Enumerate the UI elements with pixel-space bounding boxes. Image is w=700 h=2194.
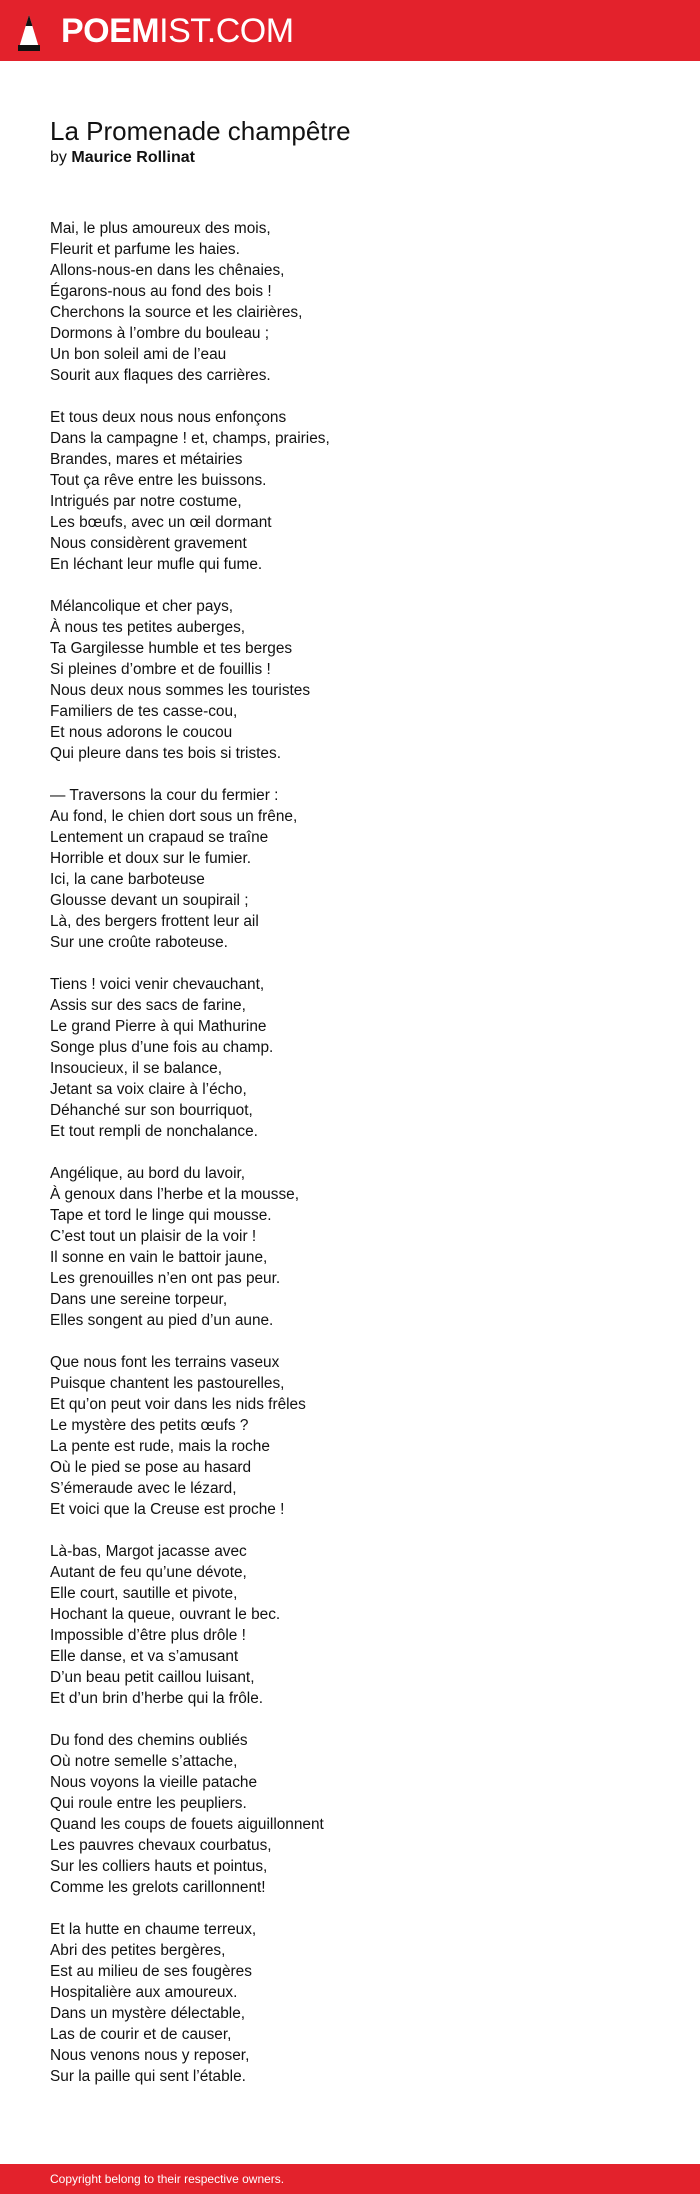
stanza	[50, 1919, 650, 2087]
poem-line: Où le pied se pose au hasard	[50, 1459, 252, 1476]
poem-line: Horrible et doux sur le fumier.	[50, 850, 252, 867]
stanza	[50, 1730, 650, 1898]
poem-line: Le grand Pierre à qui Mathurine	[50, 1018, 267, 1035]
poem-line: Elle danse, et va s’amusant	[50, 1648, 239, 1665]
poem-line: Dans une sereine torpeur,	[50, 1291, 228, 1308]
author-name[interactable]: Maurice Rollinat	[71, 149, 195, 166]
poem-line: D’un beau petit caillou luisant,	[50, 1669, 255, 1686]
poem-line: Sourit aux flaques des carrières.	[50, 367, 271, 384]
poem-line: Dormons à l’ombre du bouleau ;	[50, 325, 270, 342]
byline	[50, 146, 195, 170]
poem-line: Insoucieux, il se balance,	[50, 1060, 222, 1077]
stanza	[50, 1541, 650, 1709]
poem-line: Et voici que la Creuse est proche !	[50, 1501, 285, 1518]
site-header	[0, 0, 700, 61]
poem-line: C’est tout un plaisir de la voir !	[50, 1228, 257, 1245]
poem-line: Et d’un brin d’herbe qui la frôle.	[50, 1690, 264, 1707]
poem-title: La Promenade champêtre	[50, 116, 351, 146]
poem-line: Familiers de tes casse-cou,	[50, 703, 238, 720]
poem-line: Nous considèrent gravement	[50, 535, 247, 552]
poem-line: Elle court, sautille et pivote,	[50, 1585, 238, 1602]
poem-line: Tiens ! voici venir chevauchant,	[50, 976, 265, 993]
poem-line: Brandes, mares et métairies	[50, 451, 243, 468]
poem-line: Songe plus d’une fois au champ.	[50, 1039, 274, 1056]
poem-line: Nous voyons la vieille patache	[50, 1774, 258, 1791]
poem-body	[50, 218, 650, 2108]
poem-line: À genoux dans l’herbe et la mousse,	[50, 1186, 299, 1203]
poem-line: Hochant la queue, ouvrant le bec.	[50, 1606, 281, 1623]
poem-line: Fleurit et parfume les haies.	[50, 241, 240, 258]
pencil-tip-icon[interactable]	[15, 9, 43, 53]
poem-line: Dans la campagne ! et, champs, prairies,	[50, 430, 330, 447]
site-logo[interactable]	[61, 11, 294, 51]
poem-line: Là, des bergers frottent leur ail	[50, 913, 259, 930]
poem-line: Hospitalière aux amoureux.	[50, 1984, 238, 2001]
poem-line: Las de courir et de causer,	[50, 2026, 232, 2043]
site-footer	[0, 2164, 700, 2194]
poem-line: Que nous font les terrains vaseux	[50, 1354, 280, 1371]
logo-light-text: IST.COM	[159, 12, 294, 50]
poem-line: Nous deux nous sommes les touristes	[50, 682, 311, 699]
poem-line: Comme les grelots carillonnent!	[50, 1879, 266, 1896]
poem-line: Et tous deux nous nous enfonçons	[50, 409, 287, 426]
poem-line: Qui roule entre les peupliers.	[50, 1795, 247, 1812]
poem-line: Sur les colliers hauts et pointus,	[50, 1858, 268, 1875]
poem-line: À nous tes petites auberges,	[50, 619, 246, 636]
poem-line: Jetant sa voix claire à l’écho,	[50, 1081, 247, 1098]
poem-line: Où notre semelle s’attache,	[50, 1753, 238, 1770]
poem-line: Intrigués par notre costume,	[50, 493, 242, 510]
poem-line: Les bœufs, avec un œil dormant	[50, 514, 272, 531]
poem-line: — Traversons la cour du fermier :	[50, 787, 279, 804]
poem-line: Mélancolique et cher pays,	[50, 598, 234, 615]
poem-line: Ta Gargilesse humble et tes berges	[50, 640, 293, 657]
poem-line: Tape et tord le linge qui mousse.	[50, 1207, 272, 1224]
poem-line: Tout ça rêve entre les buissons.	[50, 472, 267, 489]
stanza	[50, 1163, 650, 1331]
poem-line: Impossible d’être plus drôle !	[50, 1627, 246, 1644]
poem-line: Et nous adorons le coucou	[50, 724, 233, 741]
poem-line: Puisque chantent les pastourelles,	[50, 1375, 285, 1392]
poem-line: Et qu’on peut voir dans les nids frêles	[50, 1396, 306, 1413]
poem-line: Qui pleure dans tes bois si tristes.	[50, 745, 281, 762]
poem-line: Au fond, le chien dort sous un frêne,	[50, 808, 298, 825]
poem-line: Ici, la cane barboteuse	[50, 871, 205, 888]
poem-line: Allons-nous-en dans les chênaies,	[50, 262, 285, 279]
poem-line: Le mystère des petits œufs ?	[50, 1417, 249, 1434]
poem-line: Sur la paille qui sent l’étable.	[50, 2068, 246, 2085]
poem-line: S’émeraude avec le lézard,	[50, 1480, 237, 1497]
poem-line: Là-bas, Margot jacasse avec	[50, 1543, 247, 1560]
copyright-text: Copyright belong to their respective owners.	[50, 2172, 285, 2186]
poem-line: Assis sur des sacs de farine,	[50, 997, 246, 1014]
logo-bold-text: POEM	[61, 12, 160, 50]
poem-line: Mai, le plus amoureux des mois,	[50, 220, 271, 237]
poem-line: Angélique, au bord du lavoir,	[50, 1165, 246, 1182]
poem-line: Du fond des chemins oubliés	[50, 1732, 248, 1749]
poem-line: Quand les coups de fouets aiguillonnent	[50, 1816, 324, 1833]
poem-line: Et tout rempli de nonchalance.	[50, 1123, 258, 1140]
poem-line: Est au milieu de ses fougères	[50, 1963, 252, 1980]
poem-line: Les grenouilles n’en ont pas peur.	[50, 1270, 281, 1287]
poem-line: Il sonne en vain le battoir jaune,	[50, 1249, 268, 1266]
poem-line: Nous venons nous y reposer,	[50, 2047, 250, 2064]
poem-line: Déhanché sur son bourriquot,	[50, 1102, 253, 1119]
poem-line: Lentement un crapaud se traîne	[50, 829, 269, 846]
poem-line: Si pleines d’ombre et de fouillis !	[50, 661, 271, 678]
poem-line: En léchant leur mufle qui fume.	[50, 556, 263, 573]
by-label: by	[50, 149, 67, 166]
poem-line: Autant de feu qu’une dévote,	[50, 1564, 247, 1581]
poem-line: Cherchons la source et les clairières,	[50, 304, 303, 321]
poem-line: Un bon soleil ami de l’eau	[50, 346, 227, 363]
poem-line: Et la hutte en chaume terreux,	[50, 1921, 257, 1938]
poem-line: Égarons-nous au fond des bois !	[50, 283, 272, 300]
poem-line: Glousse devant un soupirail ;	[50, 892, 249, 909]
poem-line: Elles songent au pied d’un aune.	[50, 1312, 274, 1329]
stanza	[50, 596, 650, 764]
poem-line: Dans un mystère délectable,	[50, 2005, 246, 2022]
stanza	[50, 974, 650, 1142]
stanza	[50, 785, 650, 953]
stanza	[50, 1352, 650, 1520]
poem-line: Les pauvres chevaux courbatus,	[50, 1837, 272, 1854]
poem-line: La pente est rude, mais la roche	[50, 1438, 270, 1455]
poem-line: Abri des petites bergères,	[50, 1942, 226, 1959]
poem-line: Sur une croûte raboteuse.	[50, 934, 228, 951]
stanza	[50, 218, 650, 386]
stanza	[50, 407, 650, 575]
